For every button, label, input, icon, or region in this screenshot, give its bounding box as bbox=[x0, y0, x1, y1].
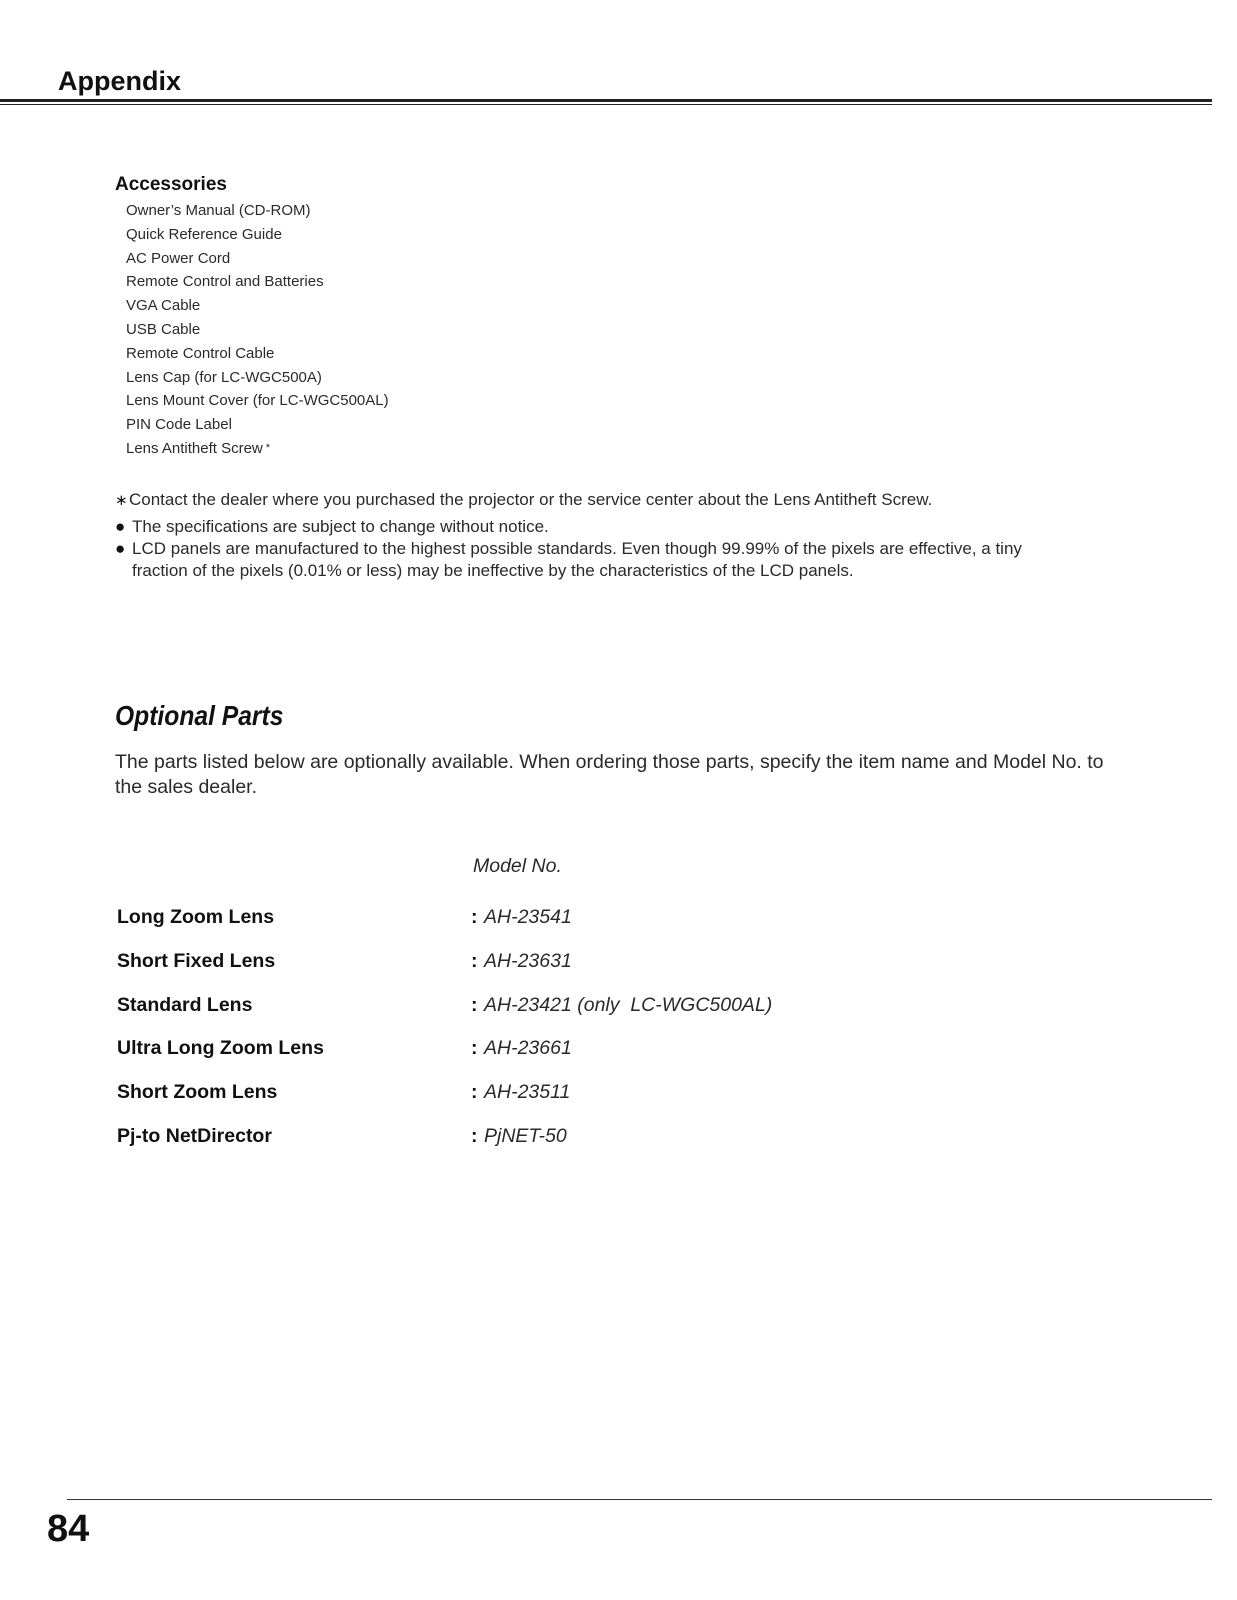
accessory-label: Lens Mount Cover (for LC-WGC500AL) bbox=[126, 392, 389, 410]
list-item bbox=[126, 223, 389, 247]
optional-parts-intro: The parts listed below are optionally available. When ordering those parts, specify the item name and Model No. to the sales dealer. bbox=[115, 751, 1104, 798]
part-name: Long Zoom Lens bbox=[117, 906, 275, 928]
table-row bbox=[117, 1037, 1017, 1081]
page-number: 84 bbox=[47, 1508, 90, 1550]
note-text: The specifications are subject to change without notice. bbox=[132, 517, 549, 536]
accessory-label: Owner’s Manual (CD-ROM) bbox=[126, 202, 311, 219]
note-text: LCD panels are manufactured to the highest possible standards. Even though 99.99% of the pixels are effective, a tiny bbox=[132, 539, 1022, 558]
accessory-label: USB Cable bbox=[126, 320, 201, 338]
note-text: fraction of the pixels (0.01% or less) may be ineffective by the characteristics of the LCD panels. bbox=[132, 561, 854, 580]
list-item bbox=[126, 413, 389, 437]
lcd-panel-note bbox=[115, 539, 1022, 559]
table-row bbox=[117, 994, 1017, 1038]
list-item bbox=[126, 342, 389, 366]
antitheft-screw-note bbox=[115, 490, 932, 510]
part-name: Standard Lens bbox=[117, 993, 253, 1016]
list-item bbox=[126, 247, 389, 271]
accessory-label: Lens Antitheft Screw bbox=[126, 439, 263, 457]
accessory-label: AC Power Cord bbox=[126, 249, 231, 267]
asterisk-icon: ∗ bbox=[115, 492, 128, 509]
bullet-icon: ● bbox=[115, 517, 126, 536]
part-model-number: AH-23631 bbox=[484, 949, 572, 972]
part-model-number: AH-23541 bbox=[484, 906, 572, 928]
list-item bbox=[126, 318, 389, 342]
part-model-number: AH-23661 bbox=[484, 1037, 572, 1060]
accessory-label: Lens Cap (for LC-WGC500A) bbox=[126, 368, 322, 386]
list-item bbox=[126, 270, 389, 294]
separator-colon: : bbox=[471, 1081, 478, 1104]
separator-colon: : bbox=[471, 906, 478, 928]
table-row bbox=[117, 906, 1017, 950]
part-name: Ultra Long Zoom Lens bbox=[117, 1037, 324, 1060]
table-row bbox=[117, 1125, 1017, 1169]
asterisk-mark: * bbox=[265, 441, 271, 454]
lcd-panel-note-continued bbox=[132, 561, 854, 581]
part-name: Short Fixed Lens bbox=[117, 949, 276, 972]
header-rule-thin bbox=[0, 104, 1212, 105]
accessory-label: Remote Control Cable bbox=[126, 344, 275, 362]
bullet-icon: ● bbox=[115, 539, 126, 558]
list-item bbox=[126, 366, 389, 390]
table-row bbox=[117, 1081, 1017, 1125]
accessory-label: VGA Cable bbox=[126, 297, 201, 315]
table-row bbox=[117, 950, 1017, 994]
part-name: Short Zoom Lens bbox=[117, 1081, 278, 1104]
separator-colon: : bbox=[471, 993, 478, 1016]
specifications-note bbox=[115, 517, 549, 537]
optional-parts-table bbox=[117, 906, 1017, 1169]
note-text: Contact the dealer where you purchased the projector or the service center about the Lens Antitheft Screw. bbox=[129, 490, 933, 509]
list-item bbox=[126, 389, 389, 413]
part-model-number: AH-23511 bbox=[484, 1081, 571, 1104]
separator-colon: : bbox=[471, 1037, 478, 1060]
part-name: Pj-to NetDirector bbox=[117, 1124, 272, 1147]
separator-colon: : bbox=[471, 949, 478, 972]
list-item bbox=[126, 294, 389, 318]
part-model-number: AH-23421 (only LC-WGC500AL) bbox=[484, 993, 773, 1016]
accessory-label: Remote Control and Batteries bbox=[126, 273, 324, 291]
accessory-label: PIN Code Label bbox=[126, 416, 232, 434]
accessories-heading: Accessories bbox=[115, 174, 227, 195]
part-model-number: PjNET-50 bbox=[484, 1124, 567, 1147]
model-number-column-header: Model No. bbox=[473, 855, 562, 877]
list-item bbox=[126, 199, 389, 223]
accessory-label: Quick Reference Guide bbox=[126, 225, 282, 243]
optional-parts-heading: Optional Parts bbox=[115, 700, 284, 731]
footer-rule bbox=[67, 1499, 1212, 1500]
list-item bbox=[126, 437, 389, 461]
page-section-title: Appendix bbox=[58, 66, 182, 96]
separator-colon: : bbox=[471, 1124, 478, 1147]
header-rule-thick bbox=[0, 99, 1212, 102]
accessories-list bbox=[126, 199, 389, 461]
